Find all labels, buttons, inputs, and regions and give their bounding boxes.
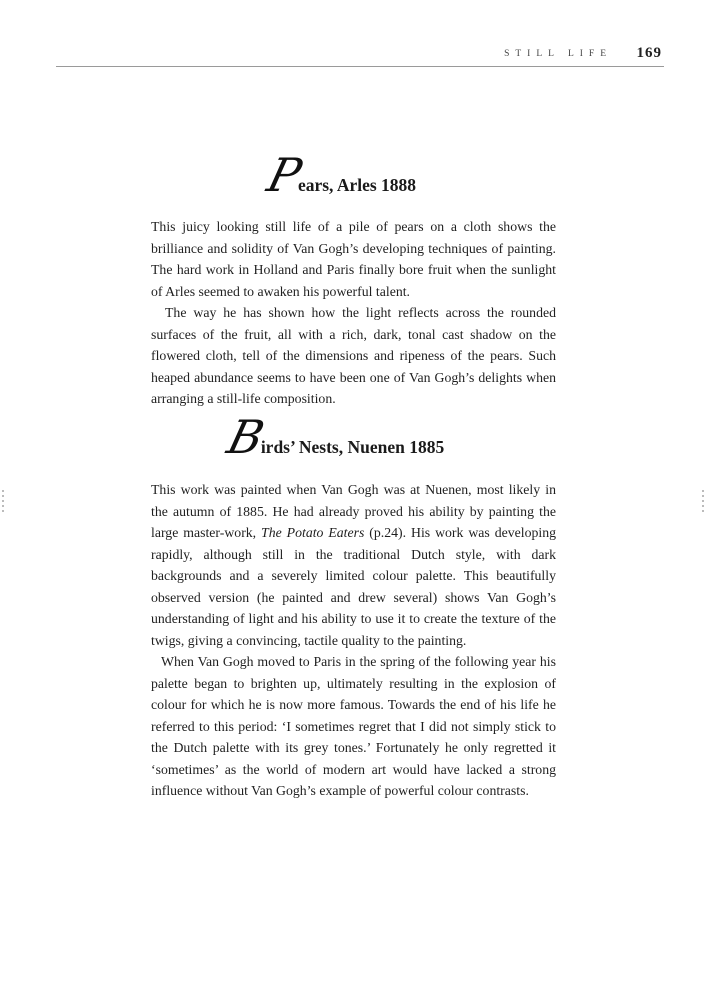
dropcap-letter: B [222, 410, 270, 464]
page-number: 169 [636, 45, 662, 61]
section-heading-birds-nests [222, 410, 445, 464]
running-header [56, 44, 664, 67]
artwork-title: The Potato Eaters [261, 525, 365, 540]
dropcap-letter: P [262, 148, 307, 202]
right-edge-mark [702, 490, 704, 514]
paragraph: This juicy looking still life of a pile of pears on a cloth shows the brilliance and solidity of Van Gogh’s developing techniques of painting. The hard work in Holland and Paris finally bore fruit when the sunlight of Arles seemed to awaken his powerful talent. [151, 219, 556, 299]
running-title: STILL LIFE [504, 49, 612, 59]
heading-text: irds’ Nests, Nuenen 1885 [260, 437, 445, 457]
paragraph-text: (p.24). His work was developing rapidly, although still in the traditional Dutch style, with dark backgrounds and a severely limited colour palette. This beautifully observed version (he painted and drew several) shows Van Gogh’s understanding of light and his ability to use it to create the texture of the twigs, giving a convincing, tactile quality to the painting. [151, 525, 557, 648]
paragraph: The way he has shown how the light reflects across the rounded surfaces of the fruit, all with a rich, dark, tonal cast shadow on the flowered cloth, tell of the dimensions and ripeness of the pears. Such heaped abundance seems to have been one of Van Gogh’s delights when arranging a still-life composition. [151, 305, 556, 406]
paragraph [151, 479, 556, 651]
left-edge-mark [2, 490, 4, 514]
section-heading-pears [262, 148, 417, 202]
section-body-birds-nests [151, 479, 556, 802]
section-body-pears [151, 216, 556, 410]
paragraph: When Van Gogh moved to Paris in the spring of the following year his palette began to brighten up, ultimately resulting in the explosion of colour for which he is now more famous. Towards the end of his life he referred to this period: ‘I sometimes regret that I did not simply stick to the Dutch palette with its grey tones.’ Fortunately he only regretted it ‘sometimes’ as the world of modern art would have lacked a strong influence without Van Gogh’s example of powerful colour contrasts. [151, 654, 556, 798]
heading-text: ears, Arles 1888 [297, 175, 417, 195]
paragraph-text: This work was painted when Van Gogh was at Nuenen, most likely in the autumn of 1885. He had already proved his ability by painting the large master-work, [151, 482, 556, 540]
